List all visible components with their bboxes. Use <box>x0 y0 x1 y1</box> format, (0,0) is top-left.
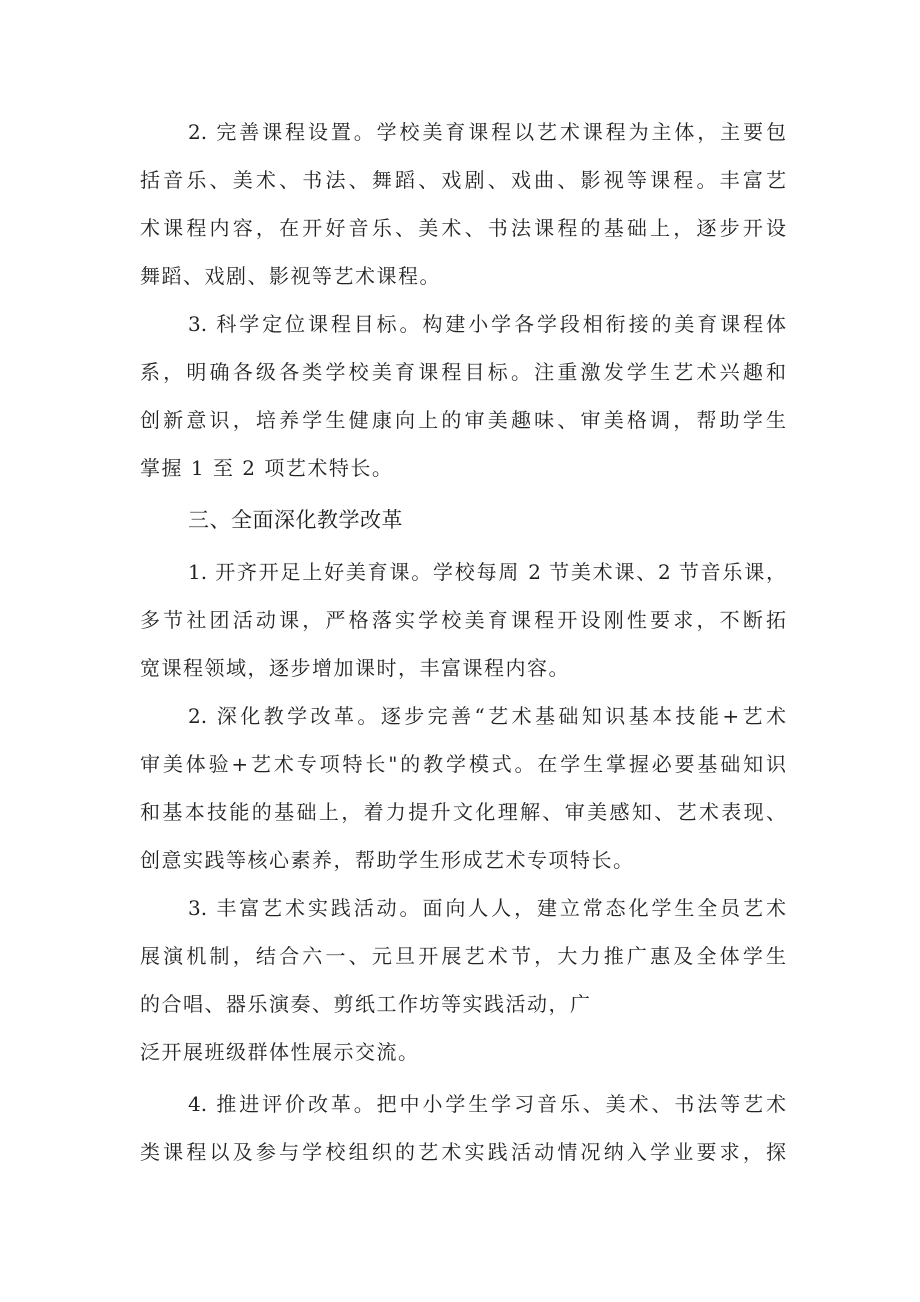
section-3-item-3-line-1: 3. 丰富艺术实践活动。面向人人，建立常态化学生全员艺术 <box>188 896 786 920</box>
paragraph-3-line-1: 3. 科学定位课程目标。构建小学各学段相衔接的美育课程体 <box>188 312 786 336</box>
section-3-item-1-line-1: 1. 开齐开足上好美育课。学校每周 2 节美术课、2 节音乐课， <box>188 560 786 584</box>
section-3-item-2-line-1: 2. 深化教学改革。逐步完善“艺术基础知识基本技能+艺术 <box>188 704 786 728</box>
section-3-item-3-line-2: 展演机制，结合六一、元旦开展艺术节，大力推广惠及全体学生 <box>140 944 786 968</box>
section-3-item-3-line-3: 的合唱、器乐演奏、剪纸工作坊等实践活动，广 <box>140 992 592 1016</box>
paragraph-3-line-4: 掌握 1 至 2 项艺术特长。 <box>140 456 394 480</box>
section-3-item-2-line-4: 创意实践等核心素养，帮助学生形成艺术专项特长。 <box>140 848 635 872</box>
paragraph-2-line-1: 2. 完善课程设置。学校美育课程以艺术课程为主体，主要包 <box>188 120 786 144</box>
paragraph-2-line-4: 舞蹈、戏剧、影视等艺术课程。 <box>140 264 441 288</box>
section-heading: 三、全面深化教学改革 <box>188 508 403 532</box>
section-3-item-1-line-3: 宽课程领域，逐步增加课时，丰富课程内容。 <box>140 656 570 680</box>
paragraph-3-line-2: 系，明确各级各类学校美育课程目标。注重激发学生艺术兴趣和 <box>140 360 786 384</box>
section-3-item-2-line-3: 和基本技能的基础上，着力提升文化理解、审美感知、艺术表现、 <box>140 800 786 824</box>
paragraph-2-line-2: 括音乐、美术、书法、舞蹈、戏剧、戏曲、影视等课程。丰富艺 <box>140 168 786 192</box>
section-3-item-4-line-1: 4. 推进评价改革。把中小学生学习音乐、美术、书法等艺术 <box>188 1092 786 1116</box>
section-3-item-4-line-2: 类课程以及参与学校组织的艺术实践活动情况纳入学业要求，探 <box>140 1140 786 1164</box>
paragraph-2-line-3: 术课程内容，在开好音乐、美术、书法课程的基础上，逐步开设 <box>140 216 786 240</box>
section-3-item-2-line-2: 审美体验+艺术专项特长"的教学模式。在学生掌握必要基础知识 <box>140 752 786 776</box>
section-3-item-3-line-4: 泛开展班级群体性展示交流。 <box>140 1040 420 1064</box>
section-3-item-1-line-2: 多节社团活动课，严格落实学校美育课程开设刚性要求，不断拓 <box>140 608 786 632</box>
paragraph-3-line-3: 创新意识，培养学生健康向上的审美趣味、审美格调，帮助学生 <box>140 408 786 432</box>
